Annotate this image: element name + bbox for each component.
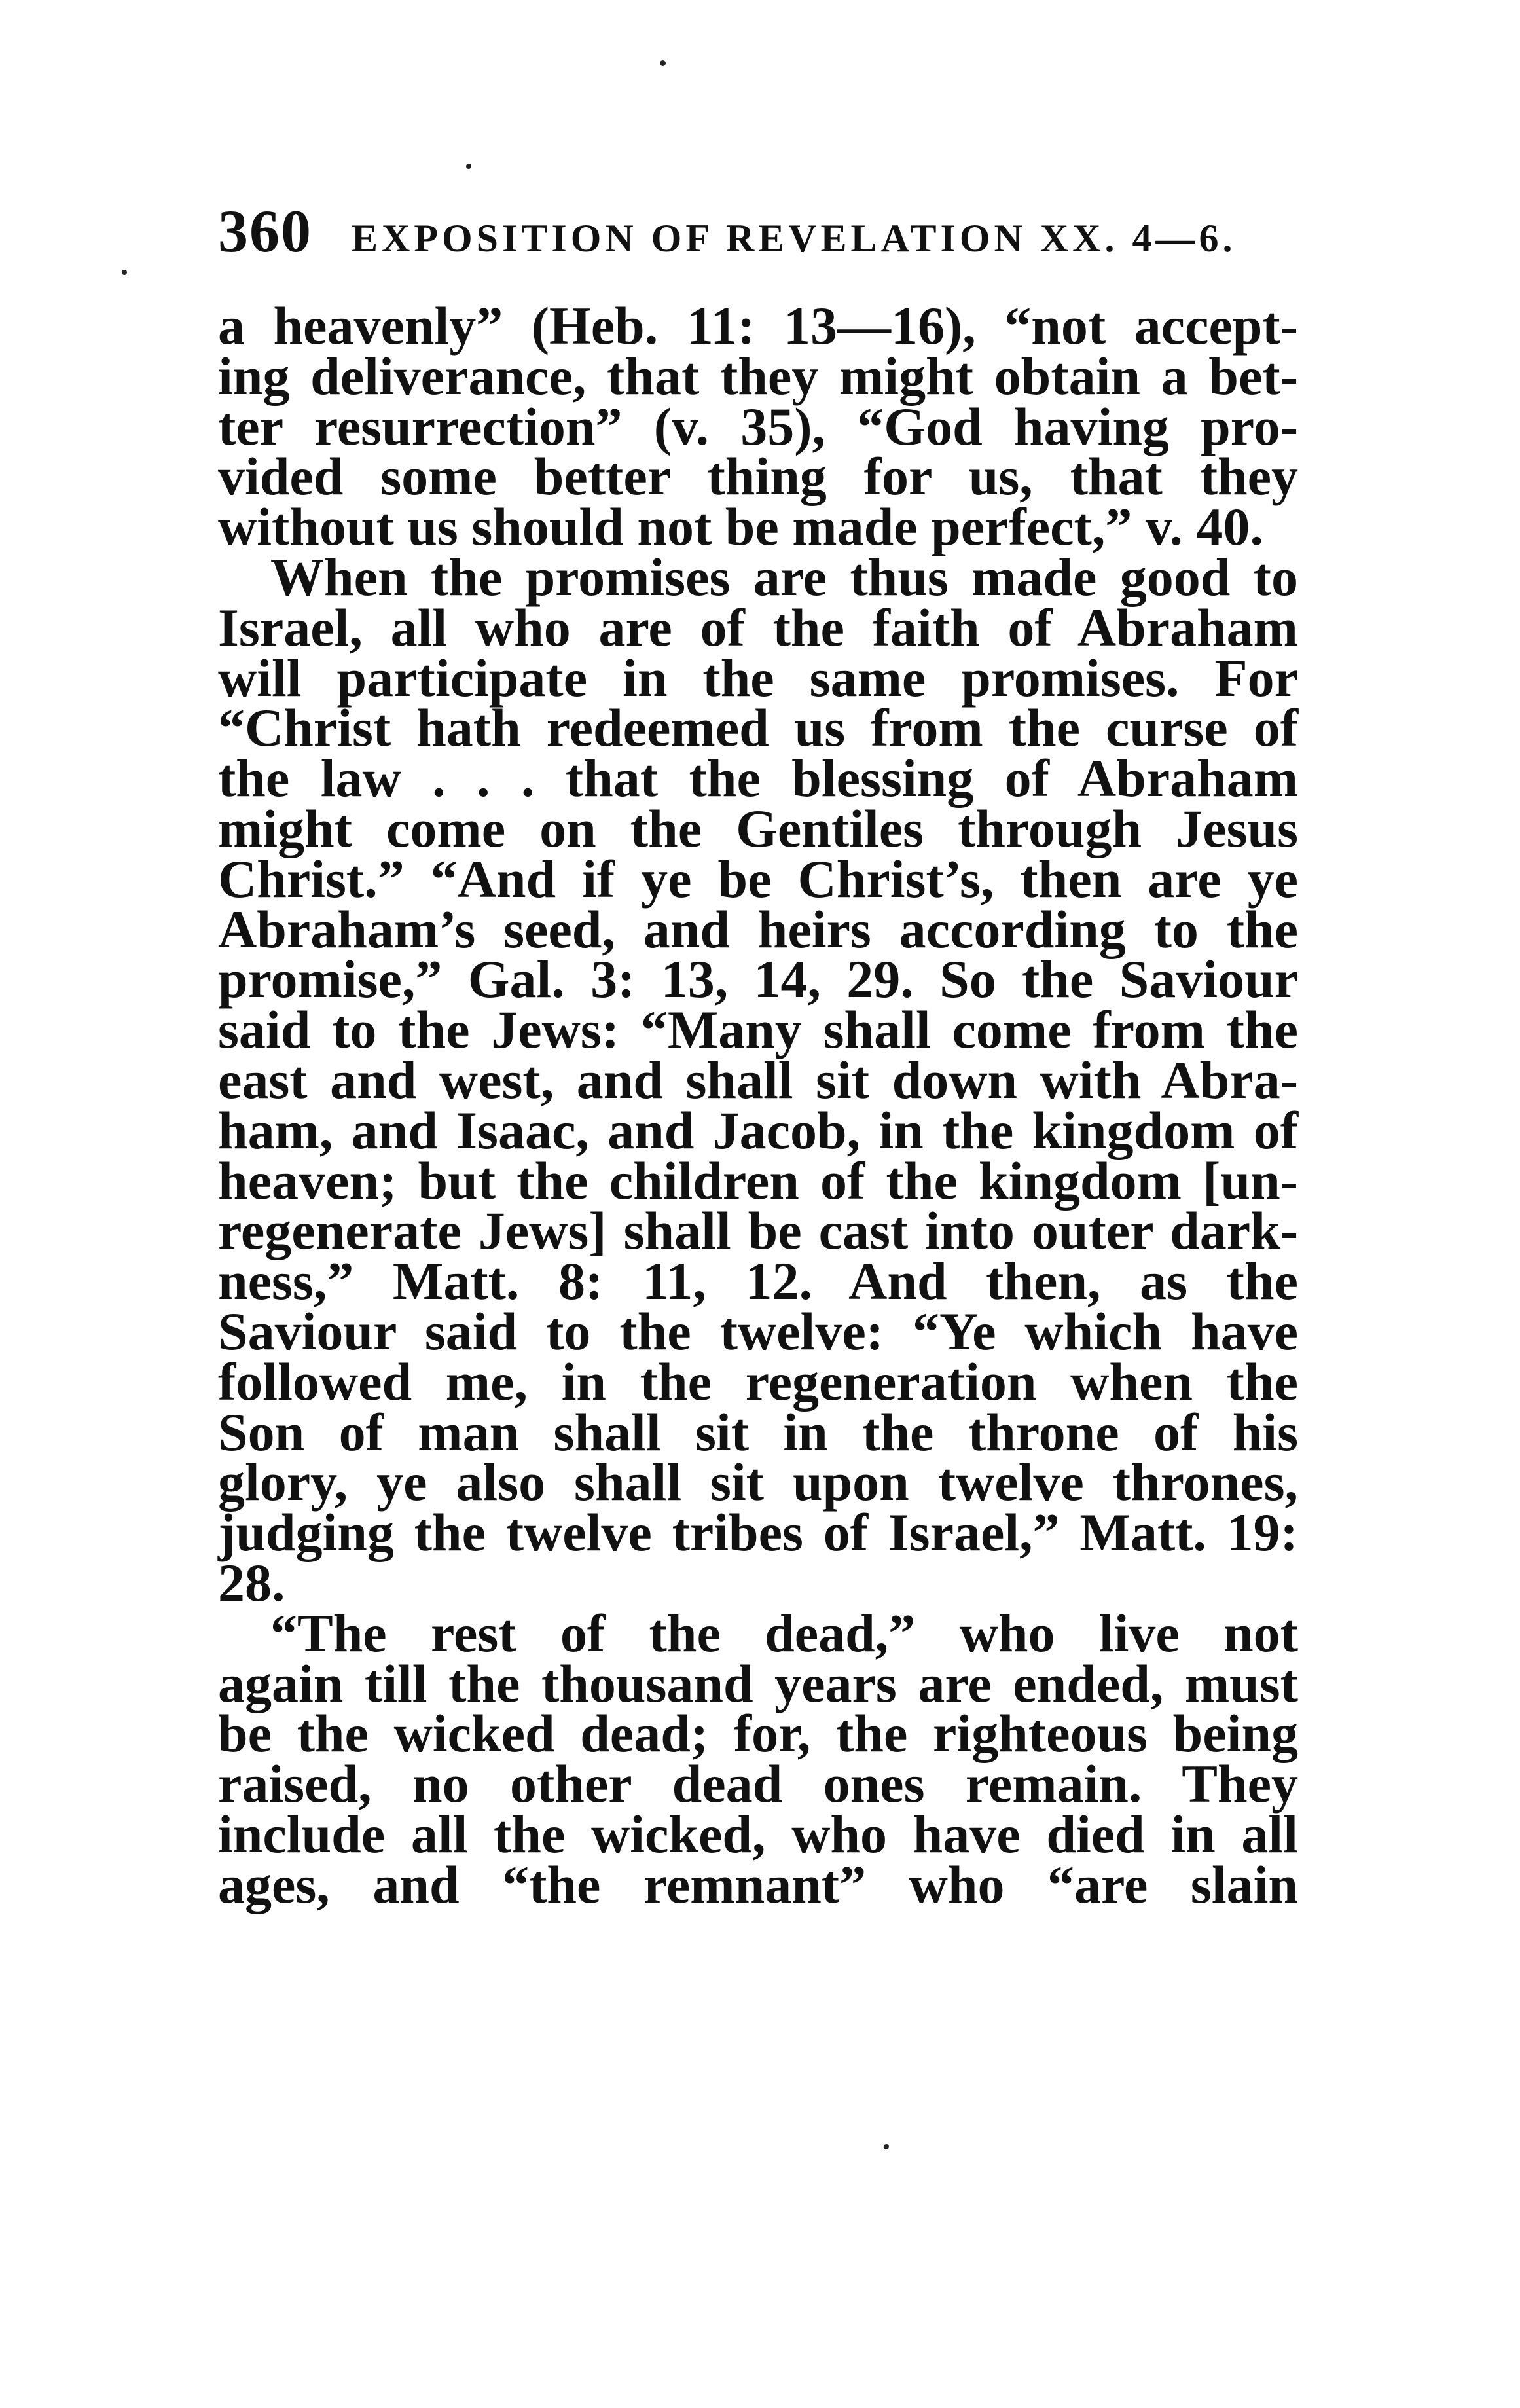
text-line: a heavenly” (Heb. 11: 13—16), “not accept- [218,296,1298,356]
text-line: regenerate Jews] shall be cast into outer dark- [218,1201,1298,1261]
text-line: Saviour said to the twelve: “Ye which have [218,1301,1298,1361]
text-line: east and west, and shall sit down with Abra- [218,1049,1298,1110]
paragraph-start-line: “The rest of the dead,” who live not [270,1603,1298,1663]
ink-speck [660,60,666,66]
text-line: the law . . . that the blessing of Abraham [218,748,1298,809]
paragraph-start-line: When the promises are thus made good to [270,547,1298,607]
text-line: 28. [218,1552,285,1613]
text-line: be the wicked dead; for, the righteous being [218,1704,1298,1764]
text-line: without us should not be made perfect,” v. 40. [218,497,1263,557]
ink-speck [884,2144,889,2149]
ink-speck [466,164,471,169]
text-line: judging the twelve tribes of Israel,” Matt. 19: [218,1503,1298,1563]
text-line: ing deliverance, that they might obtain a bet- [218,346,1298,406]
page-number: 360 [218,198,312,265]
body-text [218,296,1298,1914]
text-line: ness,” Matt. 8: 11, 12. And then, as the [218,1251,1298,1311]
text-line: include all the wicked, who have died in all [218,1804,1298,1864]
text-line: glory, ye also shall sit upon twelve thrones, [218,1452,1298,1512]
ink-speck [122,270,127,275]
text-line: ter resurrection” (v. 35), “God having pro- [218,396,1298,456]
running-head: EXPOSITION OF REVELATION XX. 4—6. [352,217,1237,260]
text-line: raised, no other dead ones remain. They [218,1754,1298,1814]
text-line: promise,” Gal. 3: 13, 14, 29. So the Saviour [218,949,1298,1010]
page-header [218,196,1318,268]
text-line: “Christ hath redeemed us from the curse of [218,698,1298,758]
text-line: vided some better thing for us, that they [218,447,1298,507]
text-line: Son of man shall sit in the throne of his [218,1402,1298,1462]
text-line: again till the thousand years are ended, must [218,1653,1298,1713]
text-line: ages, and “the remnant” who “are slain [218,1854,1298,1914]
text-line: said to the Jews: “Many shall come from the [218,1000,1298,1060]
text-line: ham, and Isaac, and Jacob, in the kingdom of [218,1100,1298,1160]
text-line: followed me, in the regeneration when the [218,1351,1298,1412]
text-line: might come on the Gentiles through Jesus [218,798,1298,858]
text-line: will participate in the same promises. For [218,648,1298,708]
text-line: heaven; but the children of the kingdom [un- [218,1150,1298,1211]
text-line: Israel, all who are of the faith of Abraham [218,597,1298,657]
text-line: Christ.” “And if ye be Christ’s, then are ye [218,848,1298,909]
text-line: Abraham’s seed, and heirs according to the [218,899,1298,959]
